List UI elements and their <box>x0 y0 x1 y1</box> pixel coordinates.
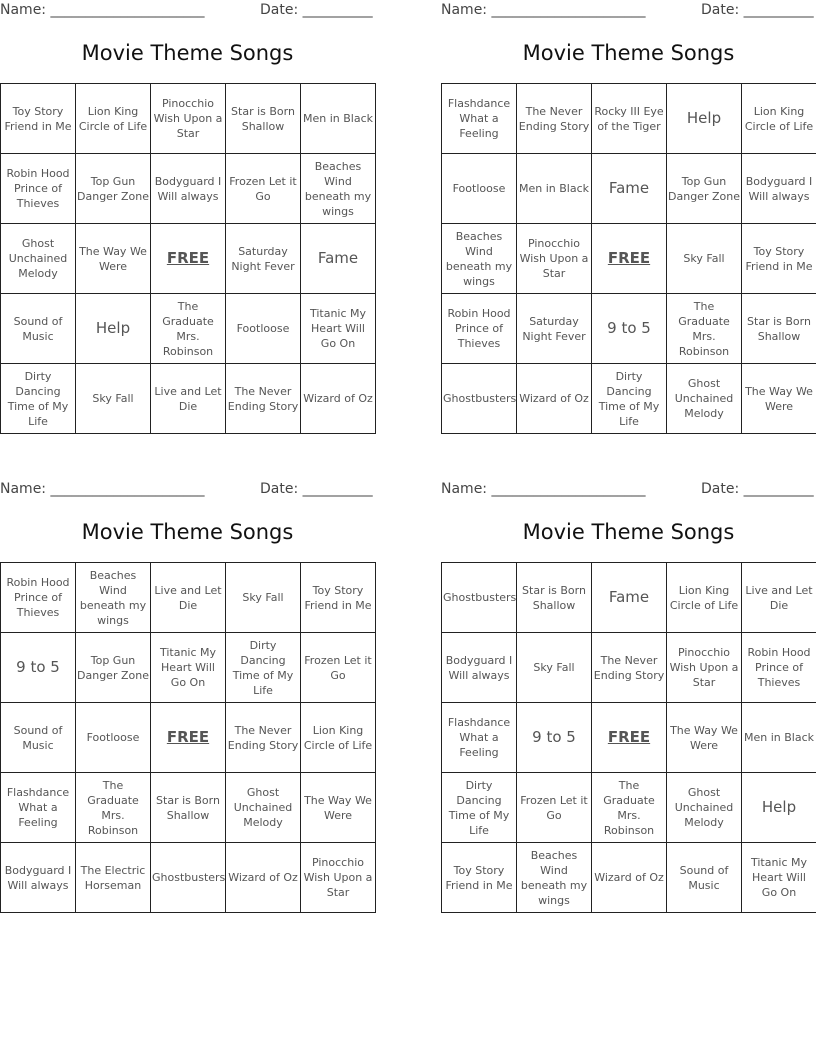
bingo-cell: Saturday Night Fever <box>226 224 301 294</box>
bingo-cell: Wizard of Oz <box>517 364 592 434</box>
grid-row <box>1 703 376 773</box>
bingo-cell: Live and Let Die <box>151 563 226 633</box>
bingo-cell: Lion King Circle of Life <box>76 84 151 154</box>
grid-row <box>442 84 816 154</box>
bingo-cell: Beaches Wind beneath my wings <box>76 563 151 633</box>
grid-row <box>1 84 376 154</box>
bingo-cell: Ghost Unchained Melody <box>667 364 742 434</box>
bingo-cell: Sky Fall <box>667 224 742 294</box>
card-header <box>441 0 816 22</box>
bingo-cell: Flashdance What a Feeling <box>442 703 517 773</box>
bingo-card-2 <box>441 0 816 428</box>
bingo-cell: Bodyguard I Will always <box>1 843 76 913</box>
bingo-cell: Ghostbusters <box>442 563 517 633</box>
bingo-cell: The Never Ending Story <box>517 84 592 154</box>
bingo-grid <box>0 83 376 434</box>
bingo-cell: Frozen Let it Go <box>226 154 301 224</box>
bingo-card-3 <box>0 479 375 899</box>
bingo-cell: Titanic My Heart Will Go On <box>301 294 376 364</box>
grid-row <box>442 154 816 224</box>
bingo-cell: Sky Fall <box>517 633 592 703</box>
bingo-cell: Wizard of Oz <box>301 364 376 434</box>
bingo-cell: Titanic My Heart Will Go On <box>742 843 816 913</box>
bingo-cell: Men in Black <box>301 84 376 154</box>
grid-row <box>1 843 376 913</box>
bingo-cell: Pinocchio Wish Upon a Star <box>301 843 376 913</box>
grid-row <box>442 703 816 773</box>
bingo-cell: Ghostbusters <box>442 364 517 434</box>
bingo-cell: The Never Ending Story <box>226 364 301 434</box>
free-space: FREE <box>151 703 226 773</box>
grid-row <box>442 773 816 843</box>
card-title: Movie Theme Songs <box>81 41 294 65</box>
bingo-cell: Toy Story Friend in Me <box>1 84 76 154</box>
card-title: Movie Theme Songs <box>81 520 294 544</box>
bingo-cell: Robin Hood Prince of Thieves <box>1 154 76 224</box>
free-space: FREE <box>592 224 667 294</box>
bingo-cell: Footloose <box>76 703 151 773</box>
bingo-cell: The Way We Were <box>301 773 376 843</box>
bingo-cell: The Never Ending Story <box>592 633 667 703</box>
bingo-cell: Robin Hood Prince of Thieves <box>442 294 517 364</box>
bingo-cell: Titanic My Heart Will Go On <box>151 633 226 703</box>
bingo-cell: The Way We Were <box>742 364 816 434</box>
bingo-cell: Top Gun Danger Zone <box>76 633 151 703</box>
grid-row <box>1 563 376 633</box>
bingo-cell: Robin Hood Prince of Thieves <box>742 633 816 703</box>
bingo-cell: Live and Let Die <box>151 364 226 434</box>
grid-row <box>442 563 816 633</box>
grid-row <box>442 843 816 913</box>
bingo-cell: 9 to 5 <box>517 703 592 773</box>
bingo-card-1 <box>0 0 375 428</box>
bingo-cell: Lion King Circle of Life <box>667 563 742 633</box>
grid-row <box>442 224 816 294</box>
bingo-cell: Beaches Wind beneath my wings <box>442 224 517 294</box>
bingo-cell: Beaches Wind beneath my wings <box>301 154 376 224</box>
free-space: FREE <box>592 703 667 773</box>
bingo-cell: Frozen Let it Go <box>517 773 592 843</box>
name-line: Name: ______________________ <box>441 2 646 18</box>
bingo-cell: Star is Born Shallow <box>151 773 226 843</box>
bingo-cell: The Graduate Mrs. Robinson <box>667 294 742 364</box>
bingo-cell: Toy Story Friend in Me <box>742 224 816 294</box>
bingo-cell: The Never Ending Story <box>226 703 301 773</box>
bingo-grid <box>441 83 816 434</box>
grid-row <box>1 224 376 294</box>
bingo-cell: Wizard of Oz <box>226 843 301 913</box>
grid-row <box>442 294 816 364</box>
card-title: Movie Theme Songs <box>522 41 735 65</box>
bingo-cell: Dirty Dancing Time of My Life <box>226 633 301 703</box>
bingo-cell: Fame <box>592 563 667 633</box>
grid-row <box>1 294 376 364</box>
bingo-cell: Bodyguard I Will always <box>442 633 517 703</box>
grid-row <box>442 364 816 434</box>
bingo-cell: Help <box>667 84 742 154</box>
bingo-cell: Bodyguard I Will always <box>742 154 816 224</box>
bingo-cell: Dirty Dancing Time of My Life <box>592 364 667 434</box>
bingo-grid <box>441 562 816 913</box>
bingo-cell: The Electric Horseman <box>76 843 151 913</box>
name-line: Name: ______________________ <box>0 2 205 18</box>
bingo-cell: Sky Fall <box>76 364 151 434</box>
bingo-cell: Flashdance What a Feeling <box>442 84 517 154</box>
bingo-grid <box>0 562 376 913</box>
free-space: FREE <box>151 224 226 294</box>
bingo-cell: 9 to 5 <box>1 633 76 703</box>
bingo-cell: Star is Born Shallow <box>742 294 816 364</box>
bingo-cell: The Graduate Mrs. Robinson <box>151 294 226 364</box>
date-line: Date: __________ <box>260 2 373 18</box>
bingo-cell: Help <box>76 294 151 364</box>
bingo-cell: Toy Story Friend in Me <box>442 843 517 913</box>
bingo-cell: Ghost Unchained Melody <box>226 773 301 843</box>
card-header <box>0 479 375 501</box>
bingo-cell: Ghost Unchained Melody <box>667 773 742 843</box>
card-header <box>0 0 375 22</box>
bingo-cell: Flashdance What a Feeling <box>1 773 76 843</box>
date-line: Date: __________ <box>701 2 814 18</box>
grid-row <box>442 633 816 703</box>
bingo-cell: Pinocchio Wish Upon a Star <box>667 633 742 703</box>
bingo-cell: Ghost Unchained Melody <box>1 224 76 294</box>
bingo-cell: Footloose <box>442 154 517 224</box>
bingo-card-4 <box>441 479 816 907</box>
bingo-cell: Sound of Music <box>1 294 76 364</box>
bingo-cell: Beaches Wind beneath my wings <box>517 843 592 913</box>
bingo-cell: Fame <box>301 224 376 294</box>
bingo-cell: The Graduate Mrs. Robinson <box>76 773 151 843</box>
grid-row <box>1 154 376 224</box>
grid-row <box>1 364 376 434</box>
bingo-cell: Lion King Circle of Life <box>742 84 816 154</box>
bingo-cell: Footloose <box>226 294 301 364</box>
bingo-cell: Rocky III Eye of the Tiger <box>592 84 667 154</box>
date-line: Date: __________ <box>701 481 814 497</box>
bingo-cell: Frozen Let it Go <box>301 633 376 703</box>
grid-row <box>1 773 376 843</box>
bingo-cell: Ghostbusters <box>151 843 226 913</box>
bingo-cell: Help <box>742 773 816 843</box>
bingo-cell: The Way We Were <box>667 703 742 773</box>
bingo-cell: Bodyguard I Will always <box>151 154 226 224</box>
bingo-cell: Dirty Dancing Time of My Life <box>442 773 517 843</box>
bingo-cell: Top Gun Danger Zone <box>76 154 151 224</box>
bingo-cell: Wizard of Oz <box>592 843 667 913</box>
bingo-cell: Pinocchio Wish Upon a Star <box>151 84 226 154</box>
name-line: Name: ______________________ <box>0 481 205 497</box>
bingo-cell: Fame <box>592 154 667 224</box>
bingo-cell: Sound of Music <box>1 703 76 773</box>
bingo-cell: Live and Let Die <box>742 563 816 633</box>
name-line: Name: ______________________ <box>441 481 646 497</box>
bingo-cell: Saturday Night Fever <box>517 294 592 364</box>
bingo-cell: 9 to 5 <box>592 294 667 364</box>
card-title: Movie Theme Songs <box>522 520 735 544</box>
bingo-cell: Robin Hood Prince of Thieves <box>1 563 76 633</box>
bingo-cell: Dirty Dancing Time of My Life <box>1 364 76 434</box>
bingo-cell: The Graduate Mrs. Robinson <box>592 773 667 843</box>
bingo-cell: The Way We Were <box>76 224 151 294</box>
bingo-cell: Sky Fall <box>226 563 301 633</box>
bingo-cell: Lion King Circle of Life <box>301 703 376 773</box>
bingo-cell: Pinocchio Wish Upon a Star <box>517 224 592 294</box>
bingo-cell: Men in Black <box>517 154 592 224</box>
bingo-cell: Toy Story Friend in Me <box>301 563 376 633</box>
grid-row <box>1 633 376 703</box>
bingo-cell: Men in Black <box>742 703 816 773</box>
bingo-cell: Sound of Music <box>667 843 742 913</box>
bingo-cell: Top Gun Danger Zone <box>667 154 742 224</box>
card-header <box>441 479 816 501</box>
bingo-cell: Star is Born Shallow <box>226 84 301 154</box>
date-line: Date: __________ <box>260 481 373 497</box>
bingo-cell: Star is Born Shallow <box>517 563 592 633</box>
